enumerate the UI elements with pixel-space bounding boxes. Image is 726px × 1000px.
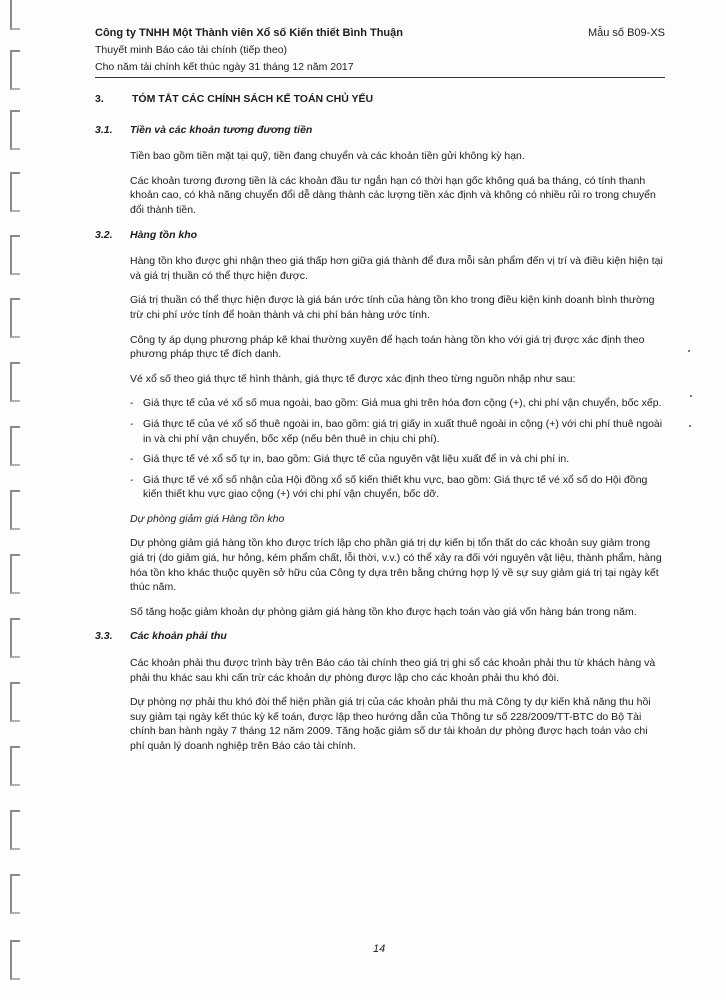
section-number: 3. xyxy=(95,93,104,105)
paragraph: Giá trị thuần có thể thực hiện được là giá bán ước tính của hàng tồn kho trong điều kiện kinh doanh bình thường trừ chi phí ước tính để hoàn thành và chi phí bán hàng ước tính. xyxy=(130,294,655,321)
report-period: Cho năm tài chính kết thúc ngày 31 tháng 12 năm 2017 xyxy=(95,61,354,73)
binding-ring xyxy=(10,810,20,850)
section-heading xyxy=(95,92,665,107)
list-item: - Giá thực tế vé xổ số tự in, bao gồm: Giá thực tế của nguyên vật liệu xuất để in và chi phí in. xyxy=(130,452,665,467)
form-code: Mẫu số B09-XS xyxy=(587,27,665,39)
paragraph: Số tăng hoặc giảm khoản dự phòng giảm giá hàng tồn kho được hạch toán vào giá vốn hàng bán trong năm. xyxy=(130,605,637,618)
binding-ring xyxy=(10,426,20,466)
scan-speck xyxy=(688,350,690,352)
paragraph: Công ty áp dụng phương pháp kê khai thường xuyên để hạch toán hàng tồn kho với giá trị được xác định theo phương pháp thực tế đích danh. xyxy=(130,333,645,361)
binding-rings xyxy=(0,0,34,1000)
subsection-inventory xyxy=(95,228,665,620)
document-body xyxy=(95,92,665,764)
subsection-cash xyxy=(95,123,665,218)
subsection-title: Tiền và các khoản tương đương tiền xyxy=(130,123,313,136)
subsection-receivables xyxy=(95,629,665,753)
paragraph: Vé xổ số theo giá thực tế hình thành, giá thực tế được xác định theo từng nguồn nhập như sau: xyxy=(130,372,576,385)
dash-list xyxy=(130,396,665,502)
subsection-number: 3.3. xyxy=(95,630,113,643)
binding-ring xyxy=(10,298,20,338)
header-divider xyxy=(95,77,665,78)
page-number: 14 xyxy=(373,943,386,955)
binding-ring xyxy=(10,0,20,30)
list-item: - Giá thực tế vé xổ số nhận của Hội đồng xổ số kiến thiết khu vực, bao gồm: Giá thực tế vé xổ số do Hội đồng kiến thiết khu vực giao cộng (+) với chi phí vận chuyển, bốc dỡ. xyxy=(130,473,665,502)
subsection-title: Các khoản phải thu xyxy=(130,630,227,643)
section-title: TÓM TẮT CÁC CHÍNH SÁCH KẾ TOÁN CHỦ YẾU xyxy=(132,93,374,105)
binding-ring xyxy=(10,554,20,594)
binding-ring xyxy=(10,235,20,275)
paragraph: Dự phòng nợ phải thu khó đòi thể hiện phần giá trị của các khoản phải thu mà Công ty dự kiến khả năng thu hồi suy giảm tại ngày kết thúc kỳ kế toán, được lập theo hướng dẫn của Thông tư số 228/2009/TT-BTC do Bộ Tài chính ban hành ngày 7 tháng 12 năm 2009. Tăng hoặc giảm số dư tài khoản dự phòng được hạch toán vào chi phí quản lý doanh nghiệp trên Báo cáo tài chính. xyxy=(130,696,651,752)
paragraph: Các khoản phải thu được trình bày trên Báo cáo tài chính theo giá trị ghi sổ các khoản phải thu từ khách hàng và phải thu khác sau khi cấn trừ các khoản dự phòng được lập cho các khoản phải thu khó đòi. xyxy=(130,657,656,684)
binding-ring xyxy=(10,682,20,722)
binding-ring xyxy=(10,362,20,402)
binding-ring xyxy=(10,110,20,150)
binding-ring xyxy=(10,940,20,980)
scan-speck xyxy=(689,425,691,427)
subsection-heading xyxy=(95,123,665,138)
scan-speck xyxy=(690,395,692,397)
subsection-number: 3.2. xyxy=(95,228,113,241)
subsection-heading xyxy=(95,629,665,644)
binding-ring xyxy=(10,618,20,658)
provision-heading: Dự phòng giảm giá Hàng tồn kho xyxy=(130,512,285,525)
company-name: Công ty TNHH Một Thành viên Xổ số Kiến thiết Bình Thuận xyxy=(95,27,403,39)
binding-ring xyxy=(10,746,20,786)
paragraph: Tiền bao gồm tiền mặt tại quỹ, tiền đang chuyển và các khoản tiền gửi không kỳ hạn. xyxy=(130,150,525,163)
binding-ring xyxy=(10,874,20,914)
binding-ring xyxy=(10,50,20,90)
binding-ring xyxy=(10,172,20,212)
subsection-title: Hàng tồn kho xyxy=(130,228,198,241)
list-item: - Giá thực tế của vé xổ số thuê ngoài in, bao gồm: giá trị giấy in xuất thuê ngoài in cộng (+) với chi phí thuê ngoài in và chi phí vận chuyển, bốc xếp (nếu bên thuê in chịu chi phí). xyxy=(130,417,665,446)
paragraph: Các khoản tương đương tiền là các khoản đầu tư ngắn hạn có thời hạn gốc không quá ba tháng, có tính thanh khoản cao, có khả năng chuyển đổi dễ dàng thành các lượng tiền xác định và không có nhiều rủi ro trong chuyển đổi thành tiền. xyxy=(130,174,656,216)
subsection-heading xyxy=(95,228,665,243)
list-item: - Giá thực tế của vé xổ số mua ngoài, bao gồm: Giá mua ghi trên hóa đơn cộng (+), chi phí vận chuyển, bốc xếp. xyxy=(130,396,665,411)
paragraph: Dự phòng giảm giá hàng tồn kho được trích lập cho phần giá trị dự kiến bị tổn thất do các khoản suy giảm trong giá trị (do giảm giá, hư hỏng, kém phẩm chất, lỗi thời, v.v.) có thể xảy ra đối với nguyên vật liệu, thành phẩm, hàng hóa tồn kho khác thuộc quyền sở hữu của Công ty dựa trên bằng chứng hợp lý về sự suy giảm giá trị tại ngày kết thúc năm. xyxy=(130,537,662,594)
subsection-number: 3.1. xyxy=(95,123,113,136)
paragraph: Hàng tồn kho được ghi nhận theo giá thấp hơn giữa giá thành để đưa mỗi sản phẩm đến vị trí và điều kiện hiện tại và giá trị thuần có thể thực hiện được. xyxy=(130,255,663,282)
report-subtitle: Thuyết minh Báo cáo tài chính (tiếp theo) xyxy=(95,44,288,56)
page-header xyxy=(95,25,665,76)
binding-ring xyxy=(10,490,20,530)
